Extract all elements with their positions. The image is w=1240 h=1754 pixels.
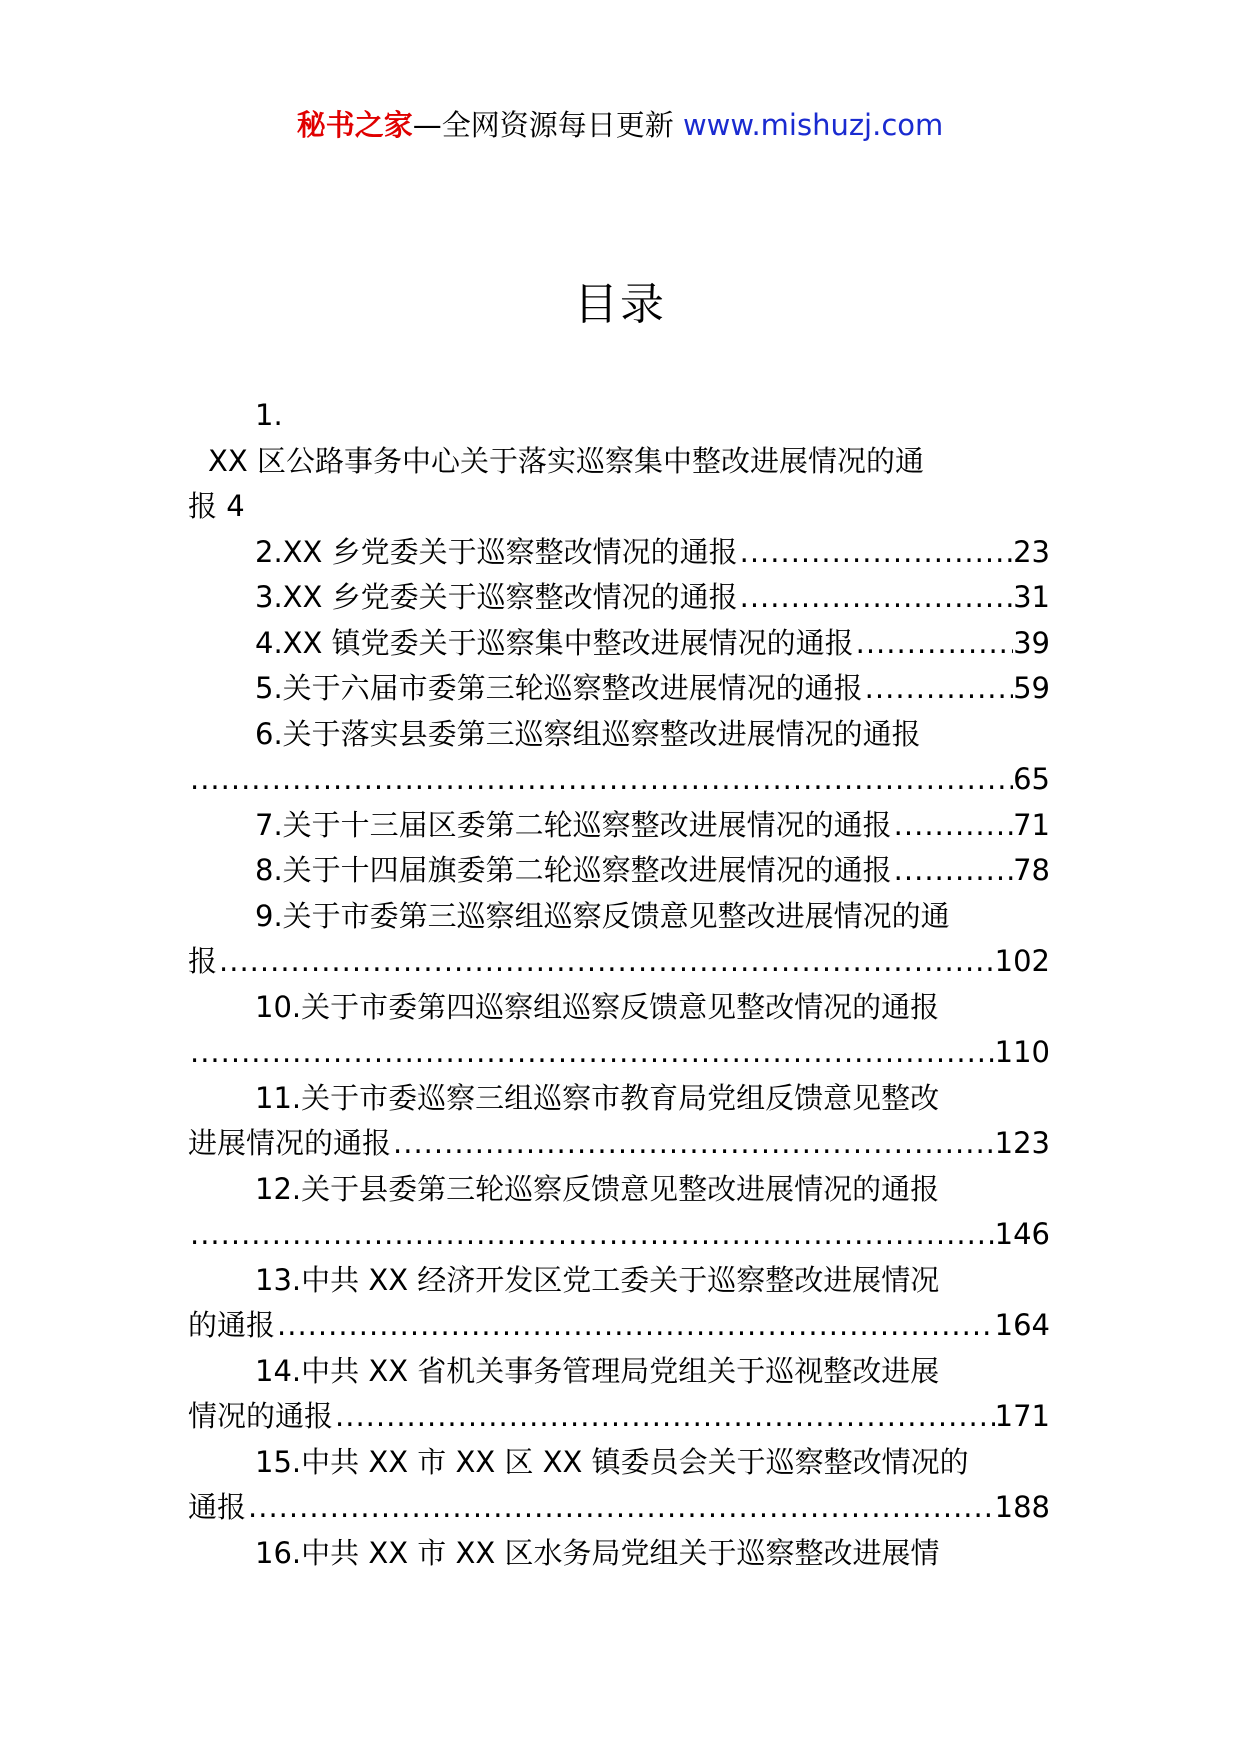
toc-page-number: 23: [1013, 534, 1050, 569]
toc-page-number: 59: [1013, 671, 1050, 705]
toc-entry-text[interactable]: 14.中共 XX 省机关事务管理局党组关于巡视整改进展: [255, 1353, 940, 1388]
toc-leader-dots: [188, 1212, 995, 1258]
toc-entry-text[interactable]: 情况的通报: [188, 1399, 334, 1433]
brand-name: 秘书之家: [296, 108, 413, 142]
toc-line: [188, 1212, 1050, 1258]
toc-line: [188, 666, 1050, 712]
toc-line: [188, 1440, 1050, 1486]
toc-line: [188, 1485, 1050, 1531]
toc-line: [188, 803, 1050, 849]
toc-entry-text[interactable]: 11.关于市委巡察三组巡察市教育局党组反馈意见整改: [255, 1080, 940, 1115]
page-title: 目录: [574, 279, 666, 330]
toc-leader-dots: [738, 530, 1013, 576]
toc-entry-text[interactable]: 7.关于十三届区委第二轮巡察整改进展情况的通报: [255, 807, 892, 842]
toc-leader-dots: [246, 1485, 995, 1531]
toc-line: [188, 1531, 1050, 1577]
toc-leader-dots: [854, 621, 1013, 667]
site-header: [0, 100, 1240, 150]
toc-line: [188, 939, 1050, 985]
toc-line: [188, 621, 1050, 667]
toc-entry-text[interactable]: XX 区公路事务中心关于落实巡察集中整改进展情况的通: [208, 443, 924, 478]
toc-page-number: 39: [1013, 625, 1050, 660]
toc-entry-text[interactable]: 2.XX 乡党委关于巡察整改情况的通报: [255, 534, 738, 569]
toc-entry-text[interactable]: 6.关于落实县委第三巡察组巡察整改进展情况的通报: [255, 716, 921, 751]
toc-entry-text[interactable]: 5.关于六届市委第三轮巡察整改进展情况的通报: [255, 671, 863, 705]
toc-page-number: 164: [994, 1308, 1050, 1342]
toc-page-number: 65: [1013, 762, 1050, 796]
toc-page-number: 146: [994, 1217, 1050, 1251]
toc-line: [188, 712, 1050, 758]
toc-entry-text[interactable]: 报: [188, 944, 218, 978]
site-url-link[interactable]: www.mishuzj.com: [682, 108, 944, 142]
toc-page-number: 188: [994, 1490, 1050, 1524]
toc-entry-text[interactable]: 9.关于市委第三巡察组巡察反馈意见整改进展情况的通: [255, 898, 950, 933]
toc-line: [188, 393, 1050, 439]
toc-entry-text[interactable]: 1.: [255, 398, 283, 432]
toc-page-number: 71: [1013, 807, 1050, 842]
toc-line: [188, 1030, 1050, 1076]
toc-line: [188, 1258, 1050, 1304]
toc-entry-text[interactable]: 报 4: [188, 489, 245, 523]
toc-line: [188, 1167, 1050, 1213]
toc-leader-dots: [738, 575, 1013, 621]
toc-leader-dots: [892, 848, 1013, 894]
header-tagline: —全网资源每日更新: [412, 108, 683, 142]
toc-page-number: 123: [994, 1126, 1050, 1160]
toc-page-number: 110: [994, 1035, 1050, 1069]
toc-line: [188, 1394, 1050, 1440]
toc-entry-text[interactable]: 13.中共 XX 经济开发区党工委关于巡察整改进展情况: [255, 1262, 940, 1297]
toc-line: [188, 484, 1050, 530]
toc-entry-text[interactable]: 16.中共 XX 市 XX 区水务局党组关于巡察整改进展情: [255, 1535, 940, 1570]
toc-line: [188, 894, 1050, 940]
toc-page-number: 78: [1013, 853, 1050, 887]
toc-leader-dots: [188, 1030, 995, 1076]
toc-line: [188, 1076, 1050, 1122]
toc-line: [188, 985, 1050, 1031]
toc-line: [188, 1303, 1050, 1349]
toc-entry-text[interactable]: 进展情况的通报: [188, 1126, 392, 1160]
toc-leader-dots: [275, 1303, 995, 1349]
toc-entry-text[interactable]: 4.XX 镇党委关于巡察集中整改进展情况的通报: [255, 625, 854, 660]
toc-leader-dots: [863, 666, 1013, 712]
toc-line: [188, 575, 1050, 621]
toc-page-number: 171: [994, 1399, 1050, 1433]
toc-page-number: 102: [994, 944, 1050, 978]
toc-leader-dots: [892, 803, 1013, 849]
toc-leader-dots: [391, 1121, 995, 1167]
toc-entry-text[interactable]: 15.中共 XX 市 XX 区 XX 镇委员会关于巡察整改情况的: [255, 1444, 969, 1479]
toc-leader-dots: [188, 757, 1013, 803]
toc-line: [188, 757, 1050, 803]
table-of-contents: [188, 393, 1050, 1576]
toc-line: [188, 439, 1050, 485]
toc-line: [188, 530, 1050, 576]
toc-line: [188, 848, 1050, 894]
toc-entry-text[interactable]: 12.关于县委第三轮巡察反馈意见整改进展情况的通报: [255, 1171, 940, 1206]
toc-page-number: 31: [1013, 580, 1050, 614]
toc-entry-text[interactable]: 的通报: [188, 1308, 276, 1342]
toc-leader-dots: [333, 1394, 995, 1440]
toc-entry-text[interactable]: 10.关于市委第四巡察组巡察反馈意见整改情况的通报: [255, 989, 940, 1024]
toc-entry-text[interactable]: 8.关于十四届旗委第二轮巡察整改进展情况的通报: [255, 853, 892, 887]
toc-leader-dots: [217, 939, 995, 985]
toc-entry-text[interactable]: 3.XX 乡党委关于巡察整改情况的通报: [255, 580, 738, 614]
toc-entry-text[interactable]: 通报: [188, 1490, 247, 1524]
toc-line: [188, 1121, 1050, 1167]
toc-line: [188, 1349, 1050, 1395]
